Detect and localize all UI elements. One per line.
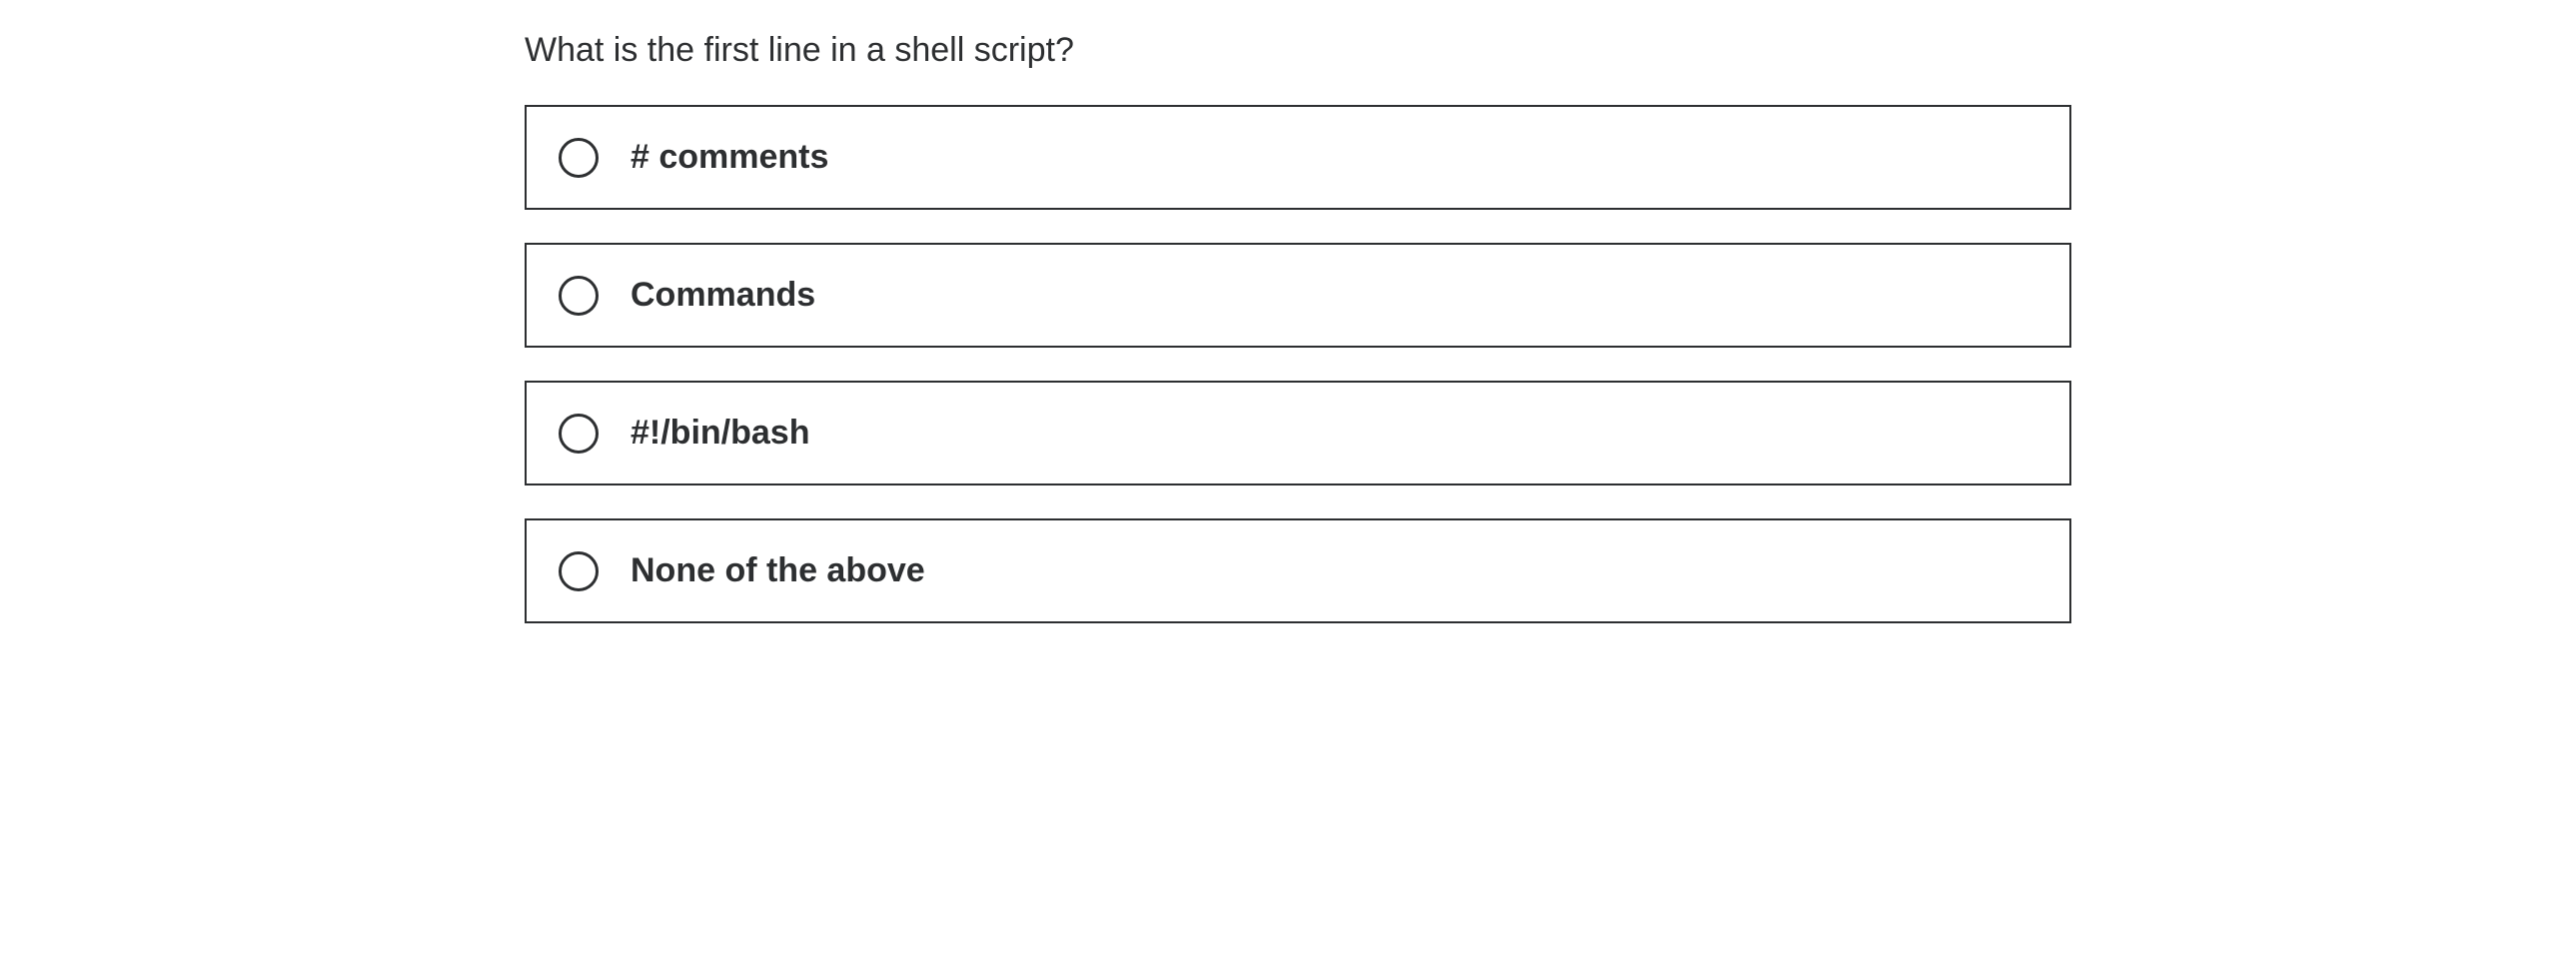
- answer-option-label: # comments: [631, 138, 829, 176]
- answer-option-commands[interactable]: [525, 243, 2071, 348]
- radio-unchecked-icon[interactable]: [559, 276, 599, 316]
- radio-unchecked-icon[interactable]: [559, 414, 599, 454]
- radio-unchecked-icon[interactable]: [559, 138, 599, 178]
- answer-option-shebang[interactable]: [525, 381, 2071, 485]
- answer-option-label: None of the above: [631, 551, 925, 589]
- answer-option-label: #!/bin/bash: [631, 414, 810, 452]
- radio-unchecked-icon[interactable]: [559, 551, 599, 591]
- question-text: What is the first line in a shell script?: [525, 31, 1074, 69]
- answer-option-label: Commands: [631, 276, 816, 314]
- answer-option-comments[interactable]: [525, 105, 2071, 210]
- answer-option-none-of-the-above[interactable]: [525, 518, 2071, 623]
